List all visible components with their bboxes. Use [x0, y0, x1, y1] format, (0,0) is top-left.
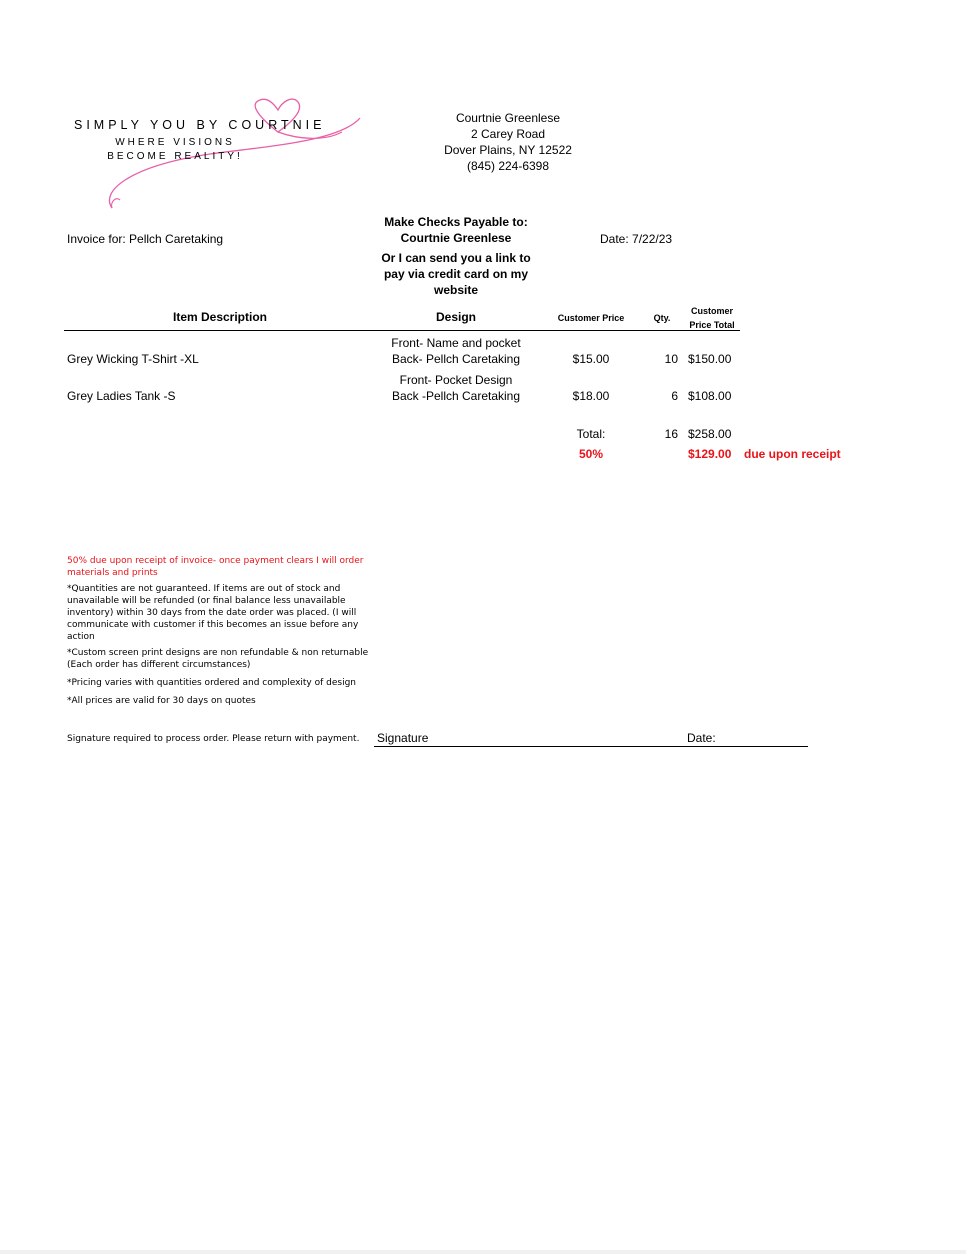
total-qty: 16: [664, 427, 678, 441]
payable-note-3: website: [433, 283, 478, 297]
signature-label: Signature: [377, 731, 429, 745]
header-item-description: Item Description: [172, 310, 268, 324]
payable-note-2: pay via credit card on my: [383, 267, 529, 281]
sender-address: [398, 110, 618, 174]
terms-validity: *All prices are valid for 30 days on quotes: [67, 696, 256, 706]
header-customer-price: Customer Price: [557, 313, 625, 323]
row1-design: [376, 335, 536, 367]
sender-city: Dover Plains, NY 12522: [444, 143, 572, 157]
row1-qty: 10: [664, 352, 678, 366]
logo-tagline-1: WHERE VISIONS: [115, 137, 235, 148]
page-bottom-edge: [0, 1250, 966, 1254]
header-qty: Qty.: [653, 313, 671, 323]
payable-label: Make Checks Payable to:: [384, 215, 528, 229]
invoice-date: Date: 7/22/23: [600, 232, 673, 246]
terms-quantities-5: action: [67, 632, 95, 642]
payable-block: [356, 214, 556, 298]
sender-street: 2 Carey Road: [470, 127, 546, 141]
row2-qty: 6: [671, 389, 678, 403]
row1-item: Grey Wicking T-Shirt -XL: [67, 352, 199, 366]
logo-title: SIMPLY YOU BY COURTNIE: [74, 118, 326, 132]
terms-quantities-3: inventory) within 30 days from the date order was placed. (I will: [67, 608, 357, 618]
terms-custom-1: *Custom screen print designs are non refundable & non returnable: [67, 648, 369, 658]
row2-design: [376, 372, 536, 404]
header-customer-total-1: Customer: [690, 306, 733, 316]
total-label: Total:: [576, 427, 606, 441]
header-design: Design: [435, 310, 476, 324]
terms-quantities-2: unavailable will be refunded (or final balance less unavailable: [67, 596, 346, 606]
terms-deposit-line-2: materials and prints: [67, 568, 158, 578]
sender-phone: (845) 224-6398: [466, 159, 550, 173]
deposit-percent: 50%: [578, 447, 604, 461]
terms-quantities-1: *Quantities are not guaranteed. If items are out of stock and: [67, 584, 341, 594]
deposit-note: due upon receipt: [744, 447, 841, 461]
signature-note: Signature required to process order. Please return with payment.: [67, 734, 360, 744]
row1-design-back: Back- Pellch Caretaking: [391, 352, 521, 366]
row2-design-front: Front- Pocket Design: [399, 373, 513, 387]
payable-name: Courtnie Greenlese: [400, 231, 512, 245]
header-underline: [64, 330, 740, 331]
row2-item: Grey Ladies Tank -S: [67, 389, 176, 403]
payable-note-1: Or I can send you a link to: [381, 251, 531, 265]
sender-name: Courtnie Greenlese: [455, 111, 561, 125]
signature-line[interactable]: [374, 746, 808, 747]
terms-quantities-4: communicate with customer if this becomes an issue before any: [67, 620, 359, 630]
terms-deposit-line-1: 50% due upon receipt of invoice- once payment clears I will order: [67, 556, 364, 566]
row2-price: $18.00: [572, 389, 610, 403]
deposit-amount: $129.00: [688, 447, 732, 461]
logo: [60, 96, 370, 216]
row2-design-back: Back -Pellch Caretaking: [391, 389, 521, 403]
invoice-for: Invoice for: Pellch Caretaking: [67, 232, 224, 246]
terms-pricing: *Pricing varies with quantities ordered and complexity of design: [67, 678, 357, 688]
header-customer-total-2: Price Total: [689, 320, 735, 330]
row1-price: $15.00: [572, 352, 610, 366]
total-amount: $258.00: [688, 427, 732, 441]
row2-total: $108.00: [688, 389, 732, 403]
terms-block: [67, 555, 377, 707]
row1-design-front: Front- Name and pocket: [391, 336, 521, 350]
logo-tagline-2: BECOME REALITY!: [107, 151, 243, 162]
row1-total: $150.00: [688, 352, 732, 366]
signature-date-label: Date:: [687, 731, 716, 745]
terms-custom-2: (Each order has different circumstances): [67, 660, 251, 670]
